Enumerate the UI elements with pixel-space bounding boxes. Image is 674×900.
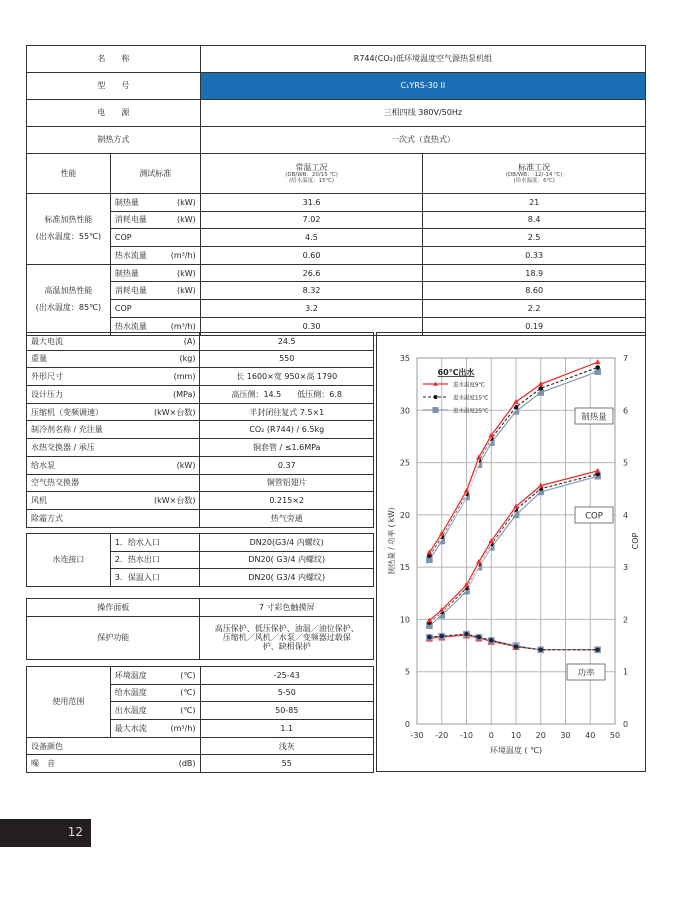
name-label: 名 称 xyxy=(27,46,201,73)
svg-text:10: 10 xyxy=(399,615,410,625)
row-label: 给水泵 (kW) xyxy=(27,456,200,474)
color-value: 浅灰 xyxy=(200,737,373,755)
noise-value: 55 xyxy=(200,755,373,773)
row-label: 设计压力 (MPa) xyxy=(27,386,200,404)
cell-value: 3.2 xyxy=(200,300,423,318)
table-row xyxy=(27,386,374,404)
svg-text:COP: COP xyxy=(631,532,640,550)
row-label: 最大水流 (m³/h) xyxy=(110,720,200,738)
cell-value: 长 1600×宽 950×高 1790 xyxy=(200,368,374,386)
svg-text:20: 20 xyxy=(399,510,410,520)
water-connection-title: 水连接口 xyxy=(27,534,111,587)
svg-text:10: 10 xyxy=(510,731,522,740)
cell-value: 高压侧：14.5 低压侧：6.8 xyxy=(200,386,374,404)
table-row xyxy=(27,474,374,492)
group-standard-title: 标准加热性能 (出水温度：55℃) xyxy=(27,194,111,265)
condition-normal-title: 常温工况 xyxy=(295,162,328,172)
table-row xyxy=(27,439,374,457)
condition-standard xyxy=(423,154,646,194)
params-table xyxy=(26,332,374,528)
model-label: 型 号 xyxy=(27,73,201,100)
table-row xyxy=(27,456,374,474)
row-label: 出水温度 (℃) xyxy=(110,702,200,720)
row-label: 热水流量 (m³/h) xyxy=(110,317,200,335)
cell-value: 0.33 xyxy=(423,247,646,265)
row-label: 最大电流 (A) xyxy=(27,333,200,351)
svg-text:3: 3 xyxy=(623,563,629,573)
color-label: 设备颜色 xyxy=(27,737,201,755)
svg-text:5: 5 xyxy=(404,667,410,677)
panel-value: 7 寸彩色触摸屏 xyxy=(200,599,374,617)
cell-value: 8.32 xyxy=(200,282,423,300)
condition-standard-water: (给水温度：6℃) xyxy=(513,178,555,185)
table-row xyxy=(27,421,374,439)
row-label: 制热量 (kW) xyxy=(110,194,200,212)
condition-normal xyxy=(200,154,423,194)
svg-text:40: 40 xyxy=(585,731,596,740)
table-row xyxy=(27,350,374,368)
cell-value: 31.6 xyxy=(200,194,423,212)
svg-text:30: 30 xyxy=(399,406,410,416)
table-row xyxy=(27,333,374,351)
spec-table xyxy=(26,45,646,336)
cell-value: 半封闭往复式 7.5×1 xyxy=(200,403,374,421)
svg-text:进水温度25℃: 进水温度25℃ xyxy=(453,408,489,415)
cell-value: 50-85 xyxy=(200,702,373,720)
svg-text:0: 0 xyxy=(404,720,410,729)
row-label: 3．保温入口 xyxy=(110,569,200,587)
row-label: 风机 (kW×台数) xyxy=(27,492,200,510)
svg-text:6: 6 xyxy=(623,406,629,416)
cell-value: 1.1 xyxy=(200,720,373,738)
svg-text:50: 50 xyxy=(609,731,621,740)
row-label: 消耗电量 (kW) xyxy=(110,211,200,229)
cell-value: 5-50 xyxy=(200,684,373,702)
cell-value: 18.9 xyxy=(423,264,646,282)
row-label: 环境温度 (℃) xyxy=(110,667,200,685)
svg-text:0: 0 xyxy=(623,720,629,729)
svg-text:30: 30 xyxy=(560,731,571,740)
row-label: 1．给水入口 xyxy=(110,534,200,552)
cell-value: 8.60 xyxy=(423,282,646,300)
svg-text:-20: -20 xyxy=(435,731,449,740)
cell-value: 2.5 xyxy=(423,229,646,247)
svg-text:4: 4 xyxy=(623,510,629,520)
svg-text:COP: COP xyxy=(585,511,603,522)
water-connection-table xyxy=(26,533,374,587)
table-row xyxy=(27,403,374,421)
cell-value: 8.4 xyxy=(423,211,646,229)
row-label: 制冷剂名称 / 充注量 xyxy=(27,421,200,439)
svg-text:20: 20 xyxy=(535,731,546,740)
cell-value: 24.5 xyxy=(200,333,374,351)
cell-value: 0.37 xyxy=(200,456,374,474)
row-label: 制热量 (kW) xyxy=(110,264,200,282)
svg-text:35: 35 xyxy=(399,354,410,363)
row-label: COP xyxy=(110,300,200,318)
heating-method-value: 一次式（直热式） xyxy=(200,127,645,154)
cell-value: 铜管铝翅片 xyxy=(200,474,374,492)
panel-label: 操作面板 xyxy=(27,599,200,617)
table-row xyxy=(27,492,374,510)
cell-value: 4.5 xyxy=(200,229,423,247)
cell-value: 26.6 xyxy=(200,264,423,282)
performance-label: 性能 xyxy=(27,154,111,194)
svg-text:制热量 / 功率 ( kW): 制热量 / 功率 ( kW) xyxy=(387,507,396,575)
row-label: 水热交换器 / 承压 xyxy=(27,439,200,457)
name-value: R744(CO₂)低环境温度空气源热泵机组 xyxy=(200,46,645,73)
row-label: 消耗电量 (kW) xyxy=(110,282,200,300)
condition-standard-title: 标准工况 xyxy=(518,162,551,172)
svg-text:60℃出水: 60℃出水 xyxy=(437,368,475,377)
cell-value: 7.02 xyxy=(200,211,423,229)
heating-method-label: 制热方式 xyxy=(27,127,201,154)
usage-table xyxy=(26,666,374,773)
page-number: 12 xyxy=(0,819,91,847)
control-table xyxy=(26,598,374,660)
cell-value: CO₂ (R744) / 6.5kg xyxy=(200,421,374,439)
cell-value: 0.215×2 xyxy=(200,492,374,510)
svg-text:5: 5 xyxy=(623,458,629,468)
power-value: 三相四线 380V/50Hz xyxy=(200,100,645,127)
cell-value: DN20( G3/4 内螺纹) xyxy=(200,551,374,569)
cell-value: 热气旁通 xyxy=(200,509,374,527)
svg-text:进水温度15℃: 进水温度15℃ xyxy=(453,395,489,402)
group-high-temp-title: 高温加热性能 (出水温度：85℃) xyxy=(27,264,111,335)
row-label: 给水温度 (℃) xyxy=(110,684,200,702)
svg-text:7: 7 xyxy=(623,354,629,363)
cell-value: 21 xyxy=(423,194,646,212)
cell-value: DN20(G3/4 内螺纹) xyxy=(200,534,374,552)
row-label: COP xyxy=(110,229,200,247)
protection-value: 高压保护、低压保护、油温／油位保护、 压缩机／风机／水泵／变频器过载保 护、缺相保护 xyxy=(200,616,374,659)
cell-value: 550 xyxy=(200,350,374,368)
svg-text:环境温度 ( ℃): 环境温度 ( ℃) xyxy=(489,746,543,755)
row-label: 重量 (kg) xyxy=(27,350,200,368)
power-label: 电 源 xyxy=(27,100,201,127)
condition-normal-dbwb: (DB/WB：20/15 ℃) xyxy=(285,171,338,178)
performance-chart xyxy=(376,332,646,772)
model-value: C₁YRS-30 II xyxy=(200,73,645,100)
row-label: 外形尺寸 (mm) xyxy=(27,368,200,386)
cell-value: 铜套管 / ≤1.6MPa xyxy=(200,439,374,457)
svg-text:25: 25 xyxy=(399,458,410,468)
protection-label: 保护功能 xyxy=(27,616,200,659)
table-row xyxy=(27,368,374,386)
test-standard-label: 测试标准 xyxy=(110,154,200,194)
table-row xyxy=(27,509,374,527)
svg-text:1: 1 xyxy=(623,667,629,677)
cell-value: -25-43 xyxy=(200,667,373,685)
svg-text:2: 2 xyxy=(623,615,629,625)
cell-value: DN20( G3/4 内螺纹) xyxy=(200,569,374,587)
svg-text:15: 15 xyxy=(399,563,410,573)
svg-text:0: 0 xyxy=(488,731,494,740)
cell-value: 2.2 xyxy=(423,300,646,318)
row-label: 2．热水出口 xyxy=(110,551,200,569)
condition-standard-dbwb: (DB/WB：-12/-14 ℃) xyxy=(505,171,563,178)
noise-label: 噪 音 (dB) xyxy=(27,755,201,773)
svg-text:进水温度9℃: 进水温度9℃ xyxy=(453,382,485,389)
row-label: 压缩机（变频调速） (kW×台数) xyxy=(27,403,200,421)
svg-text:-10: -10 xyxy=(459,731,474,740)
cell-value: 0.30 xyxy=(200,317,423,335)
svg-text:功率: 功率 xyxy=(577,668,595,679)
cell-value: 0.60 xyxy=(200,247,423,265)
condition-normal-water: (给水温度：15℃) xyxy=(289,178,335,185)
svg-text:-30: -30 xyxy=(410,731,424,740)
chart-svg xyxy=(377,333,644,770)
usage-title: 使用范围 xyxy=(27,667,111,738)
row-label: 热水流量 (m³/h) xyxy=(110,247,200,265)
cell-value: 0.19 xyxy=(423,317,646,335)
row-label: 空气热交换器 xyxy=(27,474,200,492)
row-label: 除霜方式 xyxy=(27,509,200,527)
svg-text:制热量: 制热量 xyxy=(581,412,607,423)
